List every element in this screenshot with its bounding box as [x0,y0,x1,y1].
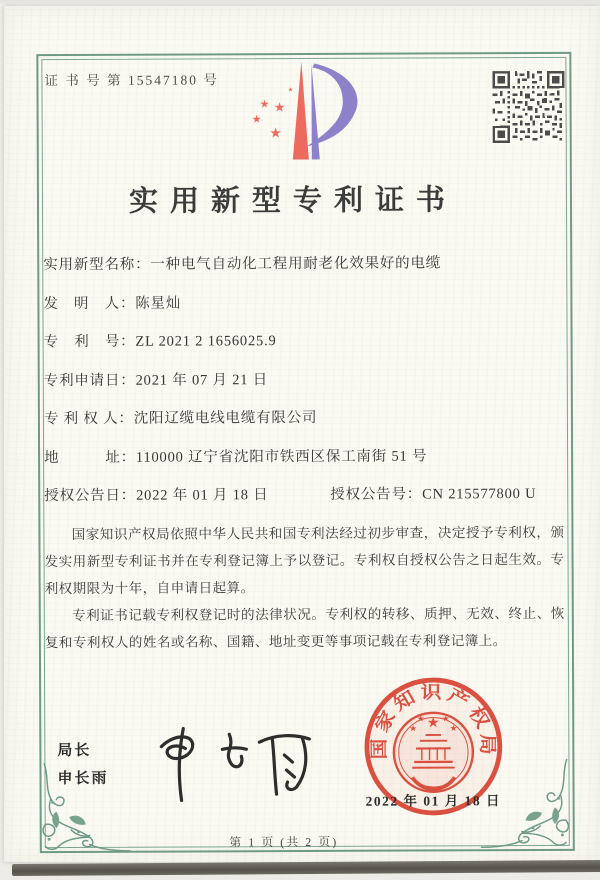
certificate-title: 实用新型专利证书 [128,184,458,218]
svg-text:★: ★ [449,722,458,734]
field-value: 110000 辽宁省沈阳市铁西区保工南街 51 号 [135,447,428,466]
certificate-paper [4,6,600,862]
qr-code [492,71,564,143]
field-value: 陈星灿 [135,295,182,312]
field-label: 专 利 号： [43,333,136,351]
signer-role: 局长 [57,741,92,760]
grant-date-cell [44,483,330,505]
signer-name: 申长雨 [57,769,109,788]
field-label: 授权公告日： [44,487,137,505]
legal-paragraphs [44,519,565,656]
field-row-patent-number [44,328,564,351]
field-value: ZL 2021 2 1656025.9 [135,333,277,350]
seal-date: 2022 年 01 月 18 日 [365,793,502,809]
svg-text:★: ★ [269,126,283,142]
patent-fields [43,251,564,523]
field-value: 沈阳辽缆电线电缆有限公司 [133,409,318,427]
field-label: 地 址： [44,449,136,466]
field-label: 发 明 人： [43,295,136,312]
cnipa-logo-icon [238,56,368,165]
field-row-name [43,251,563,274]
svg-text:★: ★ [251,113,262,126]
field-value: 2021 年 07 月 21 日 [135,371,269,389]
national-emblem-icon [394,713,473,792]
field-label: 专利申请日： [43,372,136,389]
paragraph-register-statement: 专利证书记载专利权登记时的法律状况。专利权的转移、质押、无效、终止、恢复和专利权人的姓名或名称、国籍、地址变更等事项记载在专利登记簿上。 [44,605,565,651]
seal-text: 国家知识产权局 [369,682,498,760]
field-label: 专 利 权 人： [43,410,134,428]
page-number: 第 1 页 (共 2 页) [229,834,339,850]
certificate-number: 证 书 号 第 15547180 号 [44,72,219,89]
field-row-address [44,443,564,466]
field-row-filing-date [44,366,564,389]
field-value: CN 215577800 U [422,485,537,503]
svg-text:★: ★ [287,87,294,94]
field-label: 实用新型名称： [43,256,151,274]
svg-text:★: ★ [441,713,450,724]
svg-text:★: ★ [273,99,286,115]
svg-text:★: ★ [409,723,417,734]
svg-text:★: ★ [416,713,425,724]
paragraph-grant-statement: 国家知识产权局依照中华人民共和国专利法经过初步审查，决定授予专利权，颁发实用新型专利证书并在专利登记簿上予以登记。专利权自授权公告之日起生效。专利权期限为十年，自申请日起算。 [44,524,565,597]
field-value: 一种电气自动化工程用耐老化效果好的电缆 [150,255,442,273]
field-label: 授权公告号： [330,486,423,503]
field-row-patentee [44,405,564,428]
director-signature [145,722,323,807]
grant-number-cell [330,482,536,504]
field-value: 2022 年 01 月 18 日 [136,487,269,504]
svg-text:★: ★ [426,715,440,732]
svg-text:★: ★ [259,98,270,111]
field-row-grant [44,482,564,505]
field-row-inventor [43,289,563,312]
